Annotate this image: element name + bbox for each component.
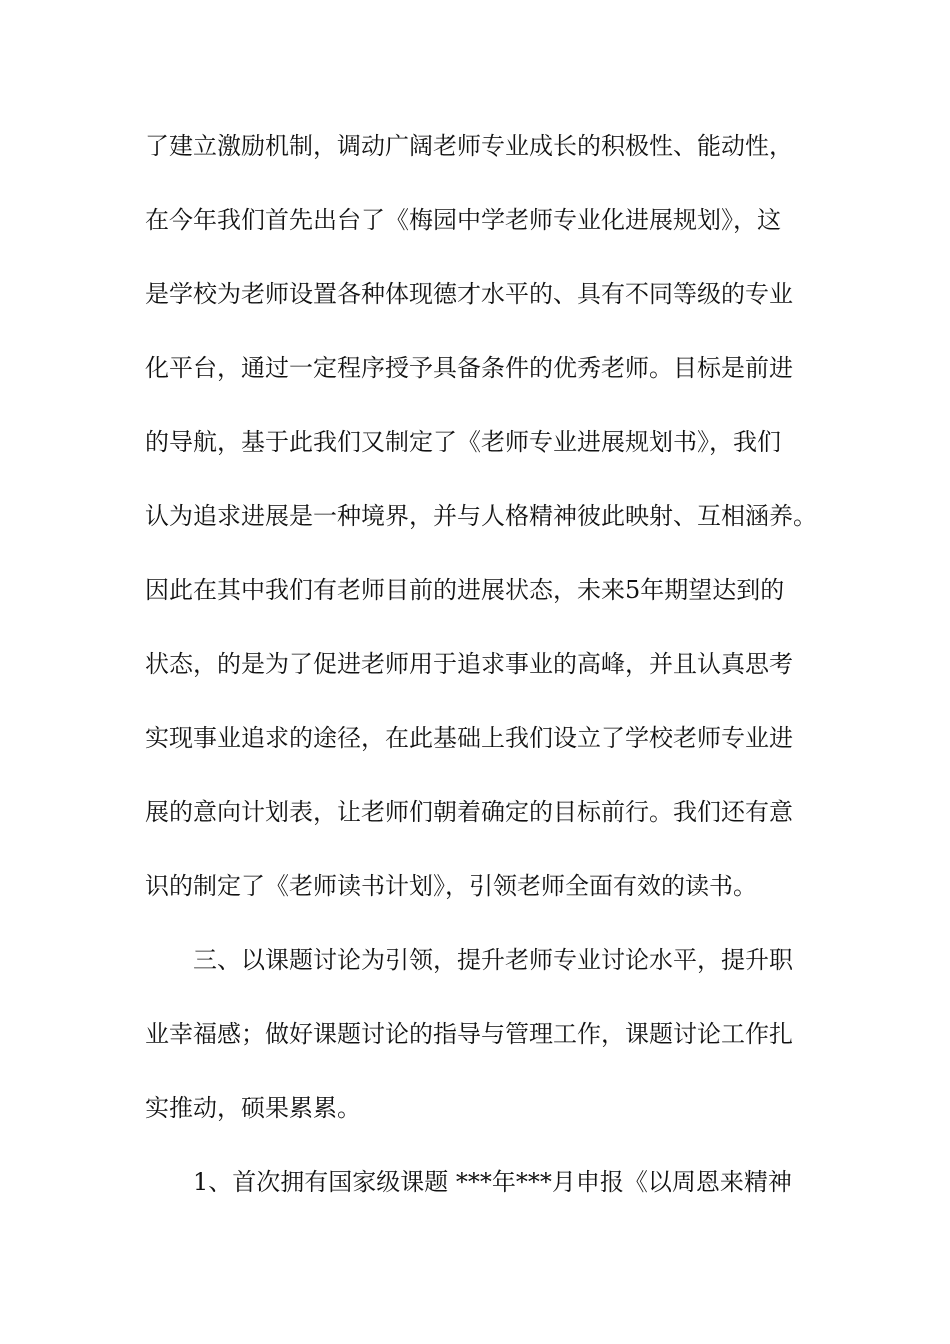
text-line: 识的制定了《老师读书计划》，引领老师全面有效的读书。 bbox=[145, 872, 757, 900]
text-line: 因此在其中我们有老师目前的进展状态，未来5年期望达到的 bbox=[145, 576, 785, 604]
text-line: 业幸福感；做好课题讨论的指导与管理工作，课题讨论工作扎 bbox=[145, 1020, 793, 1048]
text-line: 展的意向计划表，让老师们朝着确定的目标前行。我们还有意 bbox=[145, 798, 793, 826]
section-heading-line: 三、以课题讨论为引领，提升老师专业讨论水平，提升职 bbox=[193, 946, 793, 974]
text-line: 了建立激励机制，调动广阔老师专业成长的积极性、能动性， bbox=[145, 132, 793, 160]
text-line: 实推动，硕果累累。 bbox=[145, 1094, 361, 1122]
list-item-line: 1、首次拥有国家级课题 ***年***月申报《以周恩来精神 bbox=[193, 1168, 792, 1196]
text-line: 认为追求进展是一种境界，并与人格精神彼此映射、互相涵养。 bbox=[145, 502, 817, 530]
text-line: 是学校为老师设置各种体现德才水平的、具有不同等级的专业 bbox=[145, 280, 793, 308]
text-line: 化平台，通过一定程序授予具备条件的优秀老师。目标是前进 bbox=[145, 354, 793, 382]
text-line: 实现事业追求的途径，在此基础上我们设立了学校老师专业进 bbox=[145, 724, 793, 752]
text-line: 在今年我们首先出台了《梅园中学老师专业化进展规划》，这 bbox=[145, 206, 781, 234]
text-line: 状态，的是为了促进老师用于追求事业的高峰，并且认真思考 bbox=[145, 650, 793, 678]
text-line: 的导航，基于此我们又制定了《老师专业进展规划书》，我们 bbox=[145, 428, 781, 456]
